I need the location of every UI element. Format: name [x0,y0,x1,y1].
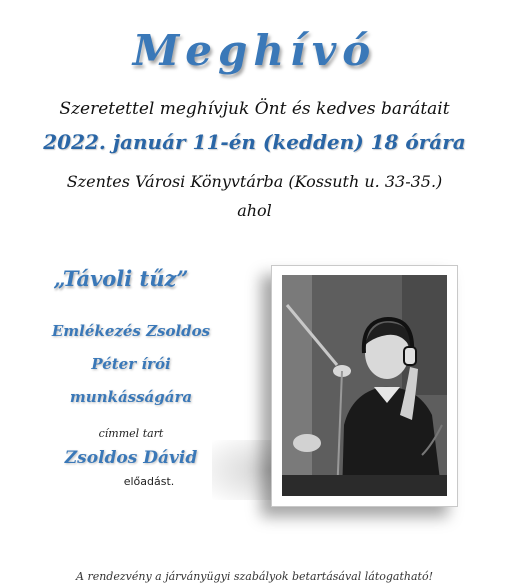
event-venue: Szentes Városi Könyvtárba (Kossuth u. 33-35.) [66,172,443,191]
venue-ahol: ahol [237,201,272,220]
talk-cimmel-text: címmel tart [98,427,164,440]
talk-title: „Távoli tűz” [53,266,189,291]
portrait-photo [282,275,447,496]
talk-subtitle-line-3: munkásságára [69,388,193,406]
event-date: 2022. január 11-én (kedden) 18 órára [43,130,466,154]
talk-eloadast-text: előadást. [123,475,175,488]
talk-subtitle-line-1: Emlékezés Zsoldos [51,322,211,340]
portrait-photo-frame [271,265,458,507]
speaker-name: Zsoldos Dávid [64,448,198,468]
portrait-illustration [282,275,447,496]
invitation-greeting: Szeretettel meghívjuk Önt és kedves barátait [59,99,450,119]
footer-note: A rendezvény a járványügyi szabályok betartásával látogatható! [76,570,433,583]
decorative-shadow [212,440,272,500]
talk-subtitle-line-2: Péter írói [91,355,171,373]
invitation-title: Meghívó [132,26,377,75]
